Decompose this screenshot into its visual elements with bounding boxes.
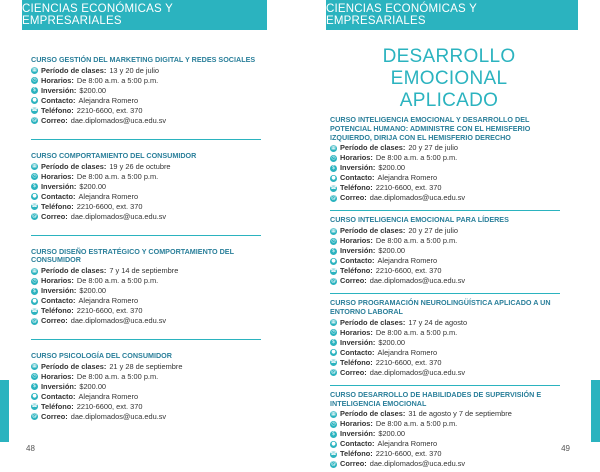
right-header: CIENCIAS ECONÓMICAS Y EMPRESARIALES: [326, 0, 578, 30]
at-icon: @: [331, 277, 336, 284]
at-icon: @: [32, 317, 37, 324]
course-correo-value[interactable]: dae.diplomados@uca.edu.sv: [70, 316, 167, 326]
calendar-icon: ▦: [331, 319, 336, 326]
section-title-line2: APLICADO: [399, 90, 499, 111]
course-correo-label: Correo:: [340, 367, 367, 377]
course-inversion-value: $200.00: [378, 163, 406, 173]
course-telefono-label: Teléfono:: [340, 266, 373, 276]
course-telefono-value[interactable]: 2210-6600, ext. 370: [76, 105, 143, 115]
course-correo-label: Correo:: [41, 115, 68, 125]
course-inversion-label: Inversión:: [340, 429, 376, 439]
course-contacto-label: Contacto:: [340, 256, 375, 266]
course-correo-value[interactable]: dae.diplomados@uca.edu.sv: [70, 211, 167, 221]
clock-icon: ◷: [32, 373, 37, 380]
course-correo-row: [330, 276, 568, 286]
course-contacto-label: Contacto:: [41, 95, 76, 105]
course-correo-value[interactable]: dae.diplomados@uca.edu.sv: [369, 193, 466, 203]
course-inversion-row: [330, 429, 568, 439]
course-divider: [31, 339, 261, 340]
course-horarios-value: De 8:00 a.m. a 5:00 p.m.: [375, 236, 458, 246]
course-horarios-label: Horarios:: [340, 327, 373, 337]
course-inversion-value: $200.00: [378, 246, 406, 256]
course-horarios-value: De 8:00 a.m. a 5:00 p.m.: [76, 371, 159, 381]
course-telefono-label: Teléfono:: [41, 306, 74, 316]
course-inversion-label: Inversión:: [340, 337, 376, 347]
course-contacto-value: Alejandra Romero: [78, 95, 139, 105]
calendar-icon: ▦: [331, 144, 336, 151]
course-block: [330, 216, 568, 289]
clock-icon: ◷: [32, 77, 37, 84]
course-correo-value[interactable]: dae.diplomados@uca.edu.sv: [369, 276, 466, 286]
course-inversion-row: [31, 86, 263, 96]
person-icon: ●: [32, 97, 37, 104]
course-contacto-label: Contacto:: [41, 296, 76, 306]
at-icon: @: [331, 194, 336, 201]
course-horarios-value: De 8:00 a.m. a 5:00 p.m.: [375, 419, 458, 429]
right-course-list: [330, 46, 568, 472]
clock-icon: ◷: [331, 154, 336, 161]
course-correo-row: [330, 193, 568, 203]
phone-icon: ☎: [31, 307, 38, 314]
course-periodo-value: 13 y 20 de julio: [109, 65, 160, 75]
course-horarios-label: Horarios:: [41, 75, 74, 85]
course-inversion-label: Inversión:: [41, 286, 77, 296]
course-telefono-label: Teléfono:: [41, 201, 74, 211]
course-title: CURSO GESTIÓN DEL MARKETING DIGITAL Y REDES SOCIALES: [31, 55, 256, 64]
course-horarios-value: De 8:00 a.m. a 5:00 p.m.: [76, 171, 159, 181]
course-horarios-label: Horarios:: [41, 276, 74, 286]
phone-icon: ☎: [330, 359, 337, 366]
course-horarios-label: Horarios:: [41, 371, 74, 381]
left-page-number: 48: [26, 444, 35, 453]
course-block: [31, 56, 263, 129]
course-periodo-label: Período de clases:: [41, 65, 107, 75]
person-icon: ●: [331, 174, 336, 181]
course-telefono-value[interactable]: 2210-6600, ext. 370: [76, 306, 143, 316]
course-horarios-value: De 8:00 a.m. a 5:00 p.m.: [375, 153, 458, 163]
course-contacto-label: Contacto:: [340, 439, 375, 449]
course-periodo-row: [31, 266, 263, 276]
course-divider: [31, 139, 261, 140]
dollar-icon: $: [331, 339, 336, 346]
course-inversion-label: Inversión:: [41, 181, 77, 191]
course-contacto-row: [330, 439, 568, 449]
course-divider: [330, 385, 560, 386]
clock-icon: ◷: [331, 237, 336, 244]
dollar-icon: $: [331, 164, 336, 171]
at-icon: @: [32, 413, 37, 420]
course-horarios-value: De 8:00 a.m. a 5:00 p.m.: [76, 75, 159, 85]
course-periodo-value: 17 y 24 de agosto: [408, 317, 468, 327]
person-icon: ●: [331, 349, 336, 356]
dollar-icon: $: [32, 87, 37, 94]
course-divider: [330, 210, 560, 211]
course-telefono-value[interactable]: 2210-6600, ext. 370: [375, 357, 442, 367]
course-periodo-row: [330, 318, 568, 328]
course-contacto-row: [31, 192, 263, 202]
clock-icon: ◷: [32, 173, 37, 180]
course-periodo-label: Período de clases:: [340, 143, 406, 153]
course-horarios-row: [330, 419, 568, 429]
course-contacto-row: [31, 296, 263, 306]
phone-icon: ☎: [31, 107, 38, 114]
course-inversion-label: Inversión:: [340, 246, 376, 256]
clock-icon: ◷: [331, 420, 336, 427]
at-icon: @: [32, 117, 37, 124]
course-periodo-value: 7 y 14 de septiembre: [109, 266, 179, 276]
course-horarios-row: [330, 328, 568, 338]
person-icon: ●: [331, 440, 336, 447]
course-telefono-value[interactable]: 2210-6600, ext. 370: [375, 449, 442, 459]
course-periodo-label: Período de clases:: [41, 161, 107, 171]
course-periodo-row: [31, 66, 263, 76]
course-horarios-label: Horarios:: [340, 419, 373, 429]
course-inversion-row: [31, 382, 263, 392]
course-telefono-label: Teléfono:: [41, 105, 74, 115]
course-block: [31, 352, 263, 425]
course-correo-row: [31, 116, 263, 126]
course-telefono-label: Teléfono:: [340, 357, 373, 367]
course-periodo-row: [31, 162, 263, 172]
course-correo-row: [31, 412, 263, 422]
course-title: CURSO DESARROLLO DE HABILIDADES DE SUPERVISIÓN E INTELIGENCIA EMOCIONAL: [330, 389, 542, 408]
dollar-icon: $: [32, 383, 37, 390]
course-periodo-row: [330, 143, 568, 153]
person-icon: ●: [331, 257, 336, 264]
course-contacto-value: Alejandra Romero: [377, 173, 438, 183]
course-inversion-value: $200.00: [378, 429, 406, 439]
course-periodo-label: Período de clases:: [41, 361, 107, 371]
course-inversion-row: [31, 286, 263, 296]
course-title: CURSO INTELIGENCIA EMOCIONAL PARA LÍDERES: [330, 215, 509, 225]
phone-icon: ☎: [330, 450, 337, 457]
course-telefono-value[interactable]: 2210-6600, ext. 370: [375, 183, 442, 193]
course-horarios-row: [31, 372, 263, 382]
course-correo-label: Correo:: [41, 411, 68, 421]
calendar-icon: ▦: [32, 363, 37, 370]
course-telefono-label: Teléfono:: [340, 449, 373, 459]
page-gutter: [292, 0, 308, 463]
course-contacto-value: Alejandra Romero: [78, 391, 139, 401]
course-contacto-value: Alejandra Romero: [377, 439, 438, 449]
course-title: CURSO DISEÑO ESTRATÉGICO Y COMPORTAMIENTO DEL CONSUMIDOR: [31, 246, 234, 265]
course-title: CURSO INTELIGENCIA EMOCIONAL Y DESARROLLO DEL POTENCIAL HUMANO: ADMINISTRE CON EL HEMISFERIO IZQUIERDO, DIRIJA CON EL HEMISFERIO DERECHO: [330, 115, 531, 142]
course-horarios-label: Horarios:: [340, 153, 373, 163]
course-contacto-value: Alejandra Romero: [78, 296, 139, 306]
course-periodo-value: 21 y 28 de septiembre: [109, 361, 183, 371]
course-block: [31, 248, 263, 330]
course-divider: [330, 293, 560, 294]
course-divider: [31, 235, 261, 236]
course-title: CURSO PROGRAMACIÓN NEUROLINGÜÍSTICA APLICADO A UN ENTORNO LABORAL: [330, 298, 551, 316]
course-contacto-value: Alejandra Romero: [377, 347, 438, 357]
course-telefono-row: [330, 266, 568, 276]
dollar-icon: $: [331, 430, 336, 437]
course-correo-row: [330, 368, 568, 378]
at-icon: @: [331, 460, 336, 467]
course-horarios-value: De 8:00 a.m. a 5:00 p.m.: [375, 327, 458, 337]
dollar-icon: $: [331, 247, 336, 254]
at-icon: @: [32, 213, 37, 220]
course-contacto-row: [330, 348, 568, 358]
course-inversion-value: $200.00: [79, 381, 107, 391]
course-contacto-row: [31, 96, 263, 106]
course-horarios-label: Horarios:: [340, 236, 373, 246]
phone-icon: ☎: [330, 267, 337, 274]
course-periodo-label: Período de clases:: [340, 226, 406, 236]
person-icon: ●: [32, 393, 37, 400]
clock-icon: ◷: [32, 277, 37, 284]
course-contacto-label: Contacto:: [340, 173, 375, 183]
course-correo-label: Correo:: [340, 276, 367, 286]
dollar-icon: $: [32, 183, 37, 190]
person-icon: ●: [32, 193, 37, 200]
course-inversion-label: Inversión:: [41, 85, 77, 95]
course-periodo-row: [31, 362, 263, 372]
course-horarios-row: [330, 153, 568, 163]
course-telefono-label: Teléfono:: [340, 183, 373, 193]
right-page: [308, 0, 600, 469]
course-horarios-row: [330, 236, 568, 246]
calendar-icon: ▦: [32, 267, 37, 274]
course-periodo-value: 20 y 27 de julio: [408, 143, 459, 153]
course-telefono-value[interactable]: 2210-6600, ext. 370: [375, 266, 442, 276]
left-header: CIENCIAS ECONÓMICAS Y EMPRESARIALES: [22, 0, 267, 30]
course-telefono-value[interactable]: 2210-6600, ext. 370: [76, 401, 143, 411]
course-contacto-label: Contacto:: [340, 347, 375, 357]
course-inversion-row: [31, 182, 263, 192]
left-course-list: [31, 56, 263, 425]
left-edge-tab: [0, 380, 9, 442]
person-icon: ●: [32, 297, 37, 304]
course-contacto-value: Alejandra Romero: [377, 256, 438, 266]
course-telefono-label: Teléfono:: [41, 401, 74, 411]
course-correo-label: Correo:: [41, 316, 68, 326]
section-title: [330, 46, 568, 112]
phone-icon: ☎: [330, 184, 337, 191]
course-correo-value[interactable]: dae.diplomados@uca.edu.sv: [369, 459, 466, 469]
course-telefono-row: [330, 183, 568, 193]
course-title: CURSO COMPORTAMIENTO DEL CONSUMIDOR: [31, 150, 197, 160]
course-contacto-label: Contacto:: [41, 191, 76, 201]
course-correo-value[interactable]: dae.diplomados@uca.edu.sv: [70, 115, 167, 125]
course-contacto-label: Contacto:: [41, 391, 76, 401]
calendar-icon: ▦: [32, 163, 37, 170]
calendar-icon: ▦: [331, 410, 336, 417]
course-telefono-row: [330, 449, 568, 459]
course-contacto-row: [330, 256, 568, 266]
course-horarios-row: [31, 276, 263, 286]
right-edge-tab: [591, 380, 600, 442]
right-courses: [330, 116, 568, 472]
course-correo-value[interactable]: dae.diplomados@uca.edu.sv: [70, 411, 167, 421]
course-inversion-value: $200.00: [79, 181, 107, 191]
course-periodo-value: 20 y 27 de julio: [408, 226, 459, 236]
course-block: [330, 299, 568, 381]
course-inversion-value: $200.00: [79, 286, 107, 296]
course-inversion-label: Inversión:: [41, 381, 77, 391]
course-correo-label: Correo:: [340, 459, 367, 469]
phone-icon: ☎: [31, 203, 38, 210]
course-periodo-value: 31 de agosto y 7 de septiembre: [408, 409, 512, 419]
course-contacto-value: Alejandra Romero: [78, 191, 139, 201]
course-periodo-value: 19 y 26 de octubre: [109, 161, 171, 171]
course-inversion-row: [330, 246, 568, 256]
course-periodo-label: Período de clases:: [41, 266, 107, 276]
course-contacto-row: [330, 173, 568, 183]
course-periodo-row: [330, 409, 568, 419]
course-inversion-value: $200.00: [378, 337, 406, 347]
course-periodo-row: [330, 226, 568, 236]
course-horarios-value: De 8:00 a.m. a 5:00 p.m.: [76, 276, 159, 286]
course-inversion-row: [330, 338, 568, 348]
course-horarios-row: [31, 172, 263, 182]
course-correo-row: [31, 316, 263, 326]
left-page: [0, 0, 292, 463]
course-contacto-row: [31, 392, 263, 402]
calendar-icon: ▦: [32, 67, 37, 74]
course-telefono-row: [31, 402, 263, 412]
course-inversion-value: $200.00: [79, 85, 107, 95]
course-horarios-label: Horarios:: [41, 171, 74, 181]
course-correo-label: Correo:: [41, 211, 68, 221]
at-icon: @: [331, 369, 336, 376]
course-periodo-label: Período de clases:: [340, 317, 406, 327]
course-correo-label: Correo:: [340, 193, 367, 203]
clock-icon: ◷: [331, 329, 336, 336]
course-title: CURSO PSICOLOGÍA DEL CONSUMIDOR: [31, 351, 172, 361]
course-inversion-row: [330, 163, 568, 173]
calendar-icon: ▦: [331, 227, 336, 234]
dollar-icon: $: [32, 287, 37, 294]
course-block: [330, 116, 568, 206]
course-block: [31, 152, 263, 225]
course-telefono-value[interactable]: 2210-6600, ext. 370: [76, 201, 143, 211]
section-title-line1: DESARROLLO EMOCIONAL: [382, 46, 516, 89]
course-inversion-label: Inversión:: [340, 163, 376, 173]
course-telefono-row: [31, 306, 263, 316]
course-telefono-row: [330, 358, 568, 368]
course-correo-value[interactable]: dae.diplomados@uca.edu.sv: [369, 367, 466, 377]
right-page-number: 49: [561, 444, 570, 453]
course-periodo-label: Período de clases:: [340, 409, 406, 419]
phone-icon: ☎: [31, 403, 38, 410]
course-telefono-row: [31, 106, 263, 116]
course-block: [330, 391, 568, 472]
course-telefono-row: [31, 202, 263, 212]
course-correo-row: [31, 212, 263, 222]
course-correo-row: [330, 459, 568, 469]
course-horarios-row: [31, 76, 263, 86]
